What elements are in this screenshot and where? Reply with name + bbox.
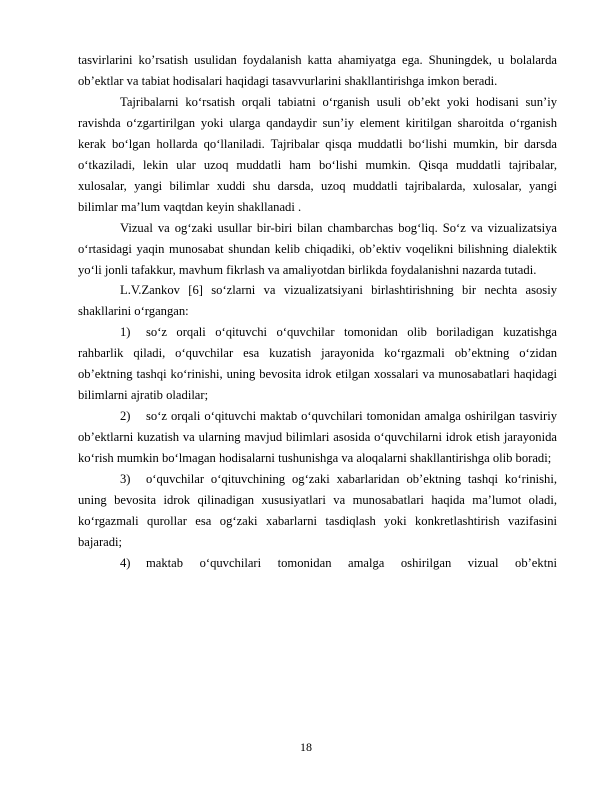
paragraph-zankov: L.V.Zankov [6] so‘zlarni va vizualizatsiyani birlashtirishning bir nechta asosiy shakllarini o‘rgangan: — [78, 283, 557, 319]
page-number: 18 — [300, 740, 312, 754]
list-item-text: so‘z orqali o‘qituvchi o‘quvchilar tomonidan olib boriladigan kuzatishga rahbarlik qiladi, o‘quvchilar esa kuzatish jarayonida ko‘rgazmali ob’ektning o‘zidan ob’ektning tashqi ko‘rinishi, uning bevosita idrok etilgan xossalari va munosabatlari haqidagi bilimlarni ajratib oladilar; — [78, 325, 557, 403]
list-item — [78, 406, 557, 469]
list-item — [78, 322, 557, 406]
list-item-number: 1) — [120, 325, 131, 340]
list-item-text: o‘quvchilar o‘qituvchining og‘zaki xabarlaridan ob’ektning tashqi ko‘rinishi, uning bevosita idrok qilinadigan xususiyatlari va munosabatlari haqida ma’lumot oladi, ko‘rgazmali qurollar esa og‘zaki xabarlarni tasdiqlash yoki konkretlashtirish vazifasini bajaradi; — [78, 472, 557, 549]
paragraph-experiments: Tajribalarni ko‘rsatish orqali tabiatni o‘rganish usuli ob’ekt yoki hodisani sun’iy ravishda o‘zgartirilgan yoki ularga qandaydir sun’iy element kiritilgan sharoitda o‘rganish kerak bo‘lgan hollarda qo‘llaniladi. Tajribalar qisqa muddatli bo‘lishi mumkin, bir darsda o‘tkaziladi, lekin ular uzoq muddatli ham bo‘lishi mumkin. Qisqa muddatli tajribalar, xulosalar, yangi bilimlar xuddi shu darsda, uzoq muddatli tajribalarda, xulosalar, yangi bilimlar ma’lum vaqtdan keyin shakllanadi . — [78, 94, 557, 214]
list-item — [78, 553, 557, 574]
list-item-text: so‘z orqali o‘qituvchi maktab o‘quvchilari tomonidan amalga oshirilgan tasviriy ob’ektlarni kuzatish va ularning mavjud bilimlari asosida o‘quvchilarni idrok etish jarayonida ko‘rish mumkin bo‘lmagan hodisalarni tushunishga va aloqalarni shakllantirishga olib boradi; — [78, 409, 557, 466]
list-item — [78, 469, 557, 553]
list-item-text: maktab o‘quvchilari tomonidan amalga oshirilgan vizual ob’ektni — [146, 555, 557, 570]
document-page — [78, 50, 557, 574]
list-item-number: 4) — [120, 555, 131, 570]
paragraph-intro: tasvirlarini ko’rsatish usulidan foydalanish katta ahamiyatga ega. Shuningdek, u bolalarda ob’ektlar va tabiat hodisalari haqidagi tasavvurlarini shakllantirishga imkon beradi. — [78, 53, 557, 88]
list-item-number: 3) — [120, 472, 131, 487]
paragraph-visual-verbal: Vizual va og‘zaki usullar bir-biri bilan chambarchas bog‘liq. So‘z va vizualizatsiya o‘rtasidagi yaqin munosabat shundan kelib chiqadiki, ob’ektiv voqelikni bilishning dialektik yo‘li jonli tafakkur, mavhum fikrlash va amaliyotdan birlikda foydalanishni nazarda tutadi. — [78, 220, 557, 277]
list-item-number: 2) — [120, 409, 131, 424]
